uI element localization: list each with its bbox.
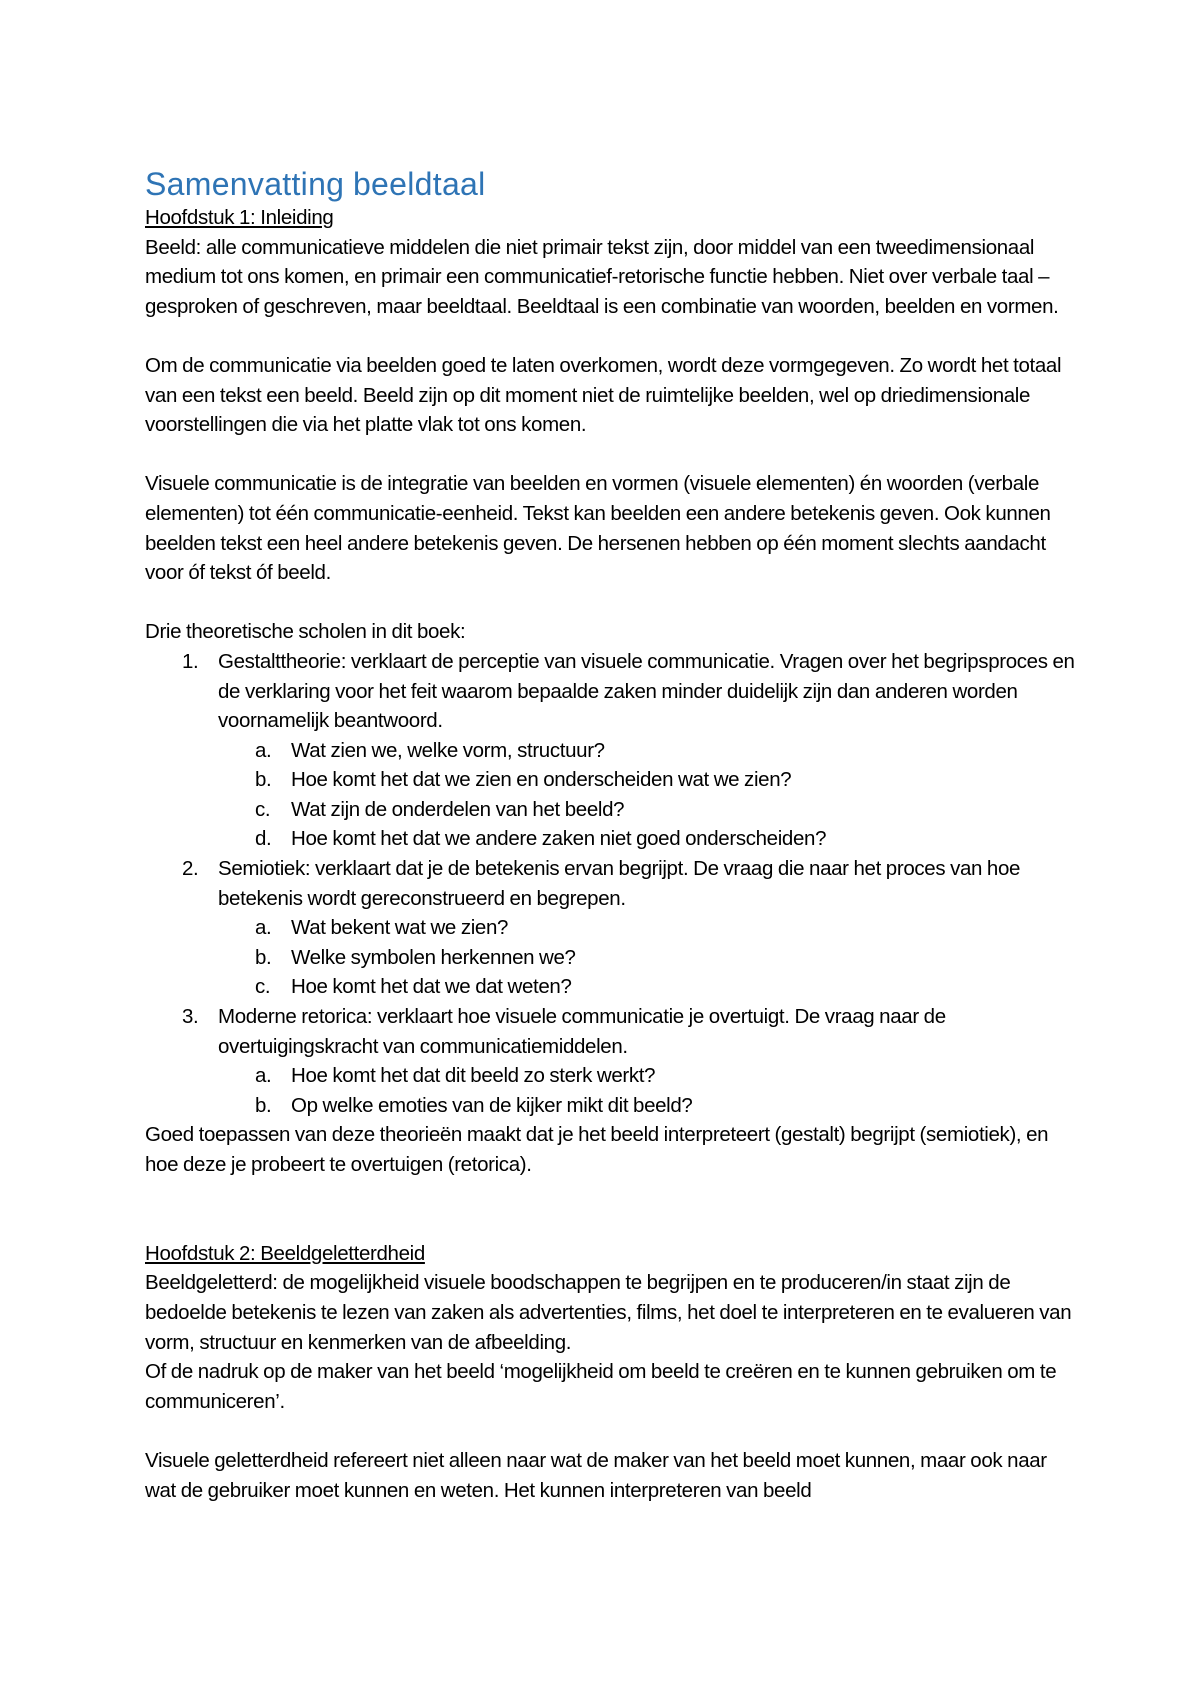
schools-list <box>145 647 1075 1121</box>
chapter1-paragraph-2: Om de communicatie via beelden goed te laten overkomen, wordt deze vormgegeven. Zo wordt het totaal van een tekst een beeld. Beeld zijn op dit moment niet de ruimtelijke beelden, wel op driedimensionale voorstellingen die via het platte vlak tot ons komen. <box>145 353 1062 437</box>
list-item-text: Semiotiek: verklaart dat je de betekenis ervan begrijpt. De vraag die naar het proces van hoe betekenis wordt gereconstrueerd en begrepen. <box>218 857 1021 910</box>
sub-list-letter: d. <box>255 827 272 851</box>
list-item <box>145 854 1075 913</box>
list-item <box>145 1002 1075 1061</box>
sub-list-item-text: Wat zien we, welke vorm, structuur? <box>291 738 605 762</box>
sub-list-letter: c. <box>255 975 271 999</box>
sub-list-item-text: Hoe komt het dat we dat weten? <box>291 975 572 999</box>
sub-list-item <box>218 943 1075 973</box>
sub-list-letter: a. <box>255 1064 272 1088</box>
sub-list-item <box>218 972 1075 1002</box>
sub-list-item <box>218 765 1075 795</box>
chapter2-paragraph-1: Beeldgeletterd: de mogelijkheid visuele boodschappen te begrijpen en te produceren/in staat zijn de bedoelde betekenis te lezen van zaken als advertenties, films, het doel te interpreteren en te evalueren van vorm, structuur en kenmerken van de afbeelding. <box>145 1271 1072 1354</box>
sub-list-letter: b. <box>255 1093 272 1117</box>
sub-list-letter: a. <box>255 738 272 762</box>
chapter1-conclusion: Goed toepassen van deze theorieën maakt dat je het beeld interpreteert (gestalt) begrijpt (semiotiek), en hoe deze je probeert te overtuigen (retorica). <box>145 1123 1049 1176</box>
sub-list-item <box>218 1061 1075 1091</box>
sub-list-item-text: Hoe komt het dat dit beeld zo sterk werkt? <box>291 1064 656 1088</box>
schools-list-intro: Drie theoretische scholen in dit boek: <box>145 620 466 644</box>
sub-list-item-text: Wat zijn de onderdelen van het beeld? <box>291 797 625 821</box>
sub-list-container <box>145 736 1075 854</box>
sub-list-item-text: Welke symbolen herkennen we? <box>291 945 576 969</box>
list-item-text: Gestalttheorie: verklaart de perceptie van visuele communicatie. Vragen over het begripsproces en de verklaring voor het feit waarom bepaalde zaken minder duidelijk zijn dan anderen worden voornamelijk beantwoord. <box>218 649 1075 733</box>
sub-list-item <box>218 736 1075 766</box>
document-title: Samenvatting beeldtaal <box>145 166 486 202</box>
list-number: 2. <box>182 857 199 881</box>
sub-list-item <box>218 795 1075 825</box>
sub-list-container <box>145 1061 1075 1120</box>
sub-list <box>145 736 1075 854</box>
chapter2-paragraph-1b: Of de nadruk op de maker van het beeld ‘mogelijkheid om beeld te creëren en te kunnen gebruiken om te communiceren’. <box>145 1360 1057 1413</box>
chapter2-paragraph-2: Visuele geletterdheid refereert niet alleen naar wat de maker van het beeld moet kunnen, maar ook naar wat de gebruiker moet kunnen en weten. Het kunnen interpreteren van beeld <box>145 1448 1047 1502</box>
sub-list-item <box>218 824 1075 854</box>
chapter1-heading: Hoofdstuk 1: Inleiding <box>145 206 334 229</box>
sub-list-item <box>218 913 1075 943</box>
sub-list-letter: b. <box>255 768 272 792</box>
sub-list-item <box>218 1091 1075 1121</box>
sub-list <box>145 1061 1075 1120</box>
sub-list-item-text: Hoe komt het dat we andere zaken niet goed onderscheiden? <box>291 827 827 851</box>
list-number: 3. <box>182 1005 199 1029</box>
sub-list-container <box>145 913 1075 1002</box>
sub-list <box>145 913 1075 1002</box>
sub-list-item-text: Hoe komt het dat we zien en onderscheiden wat we zien? <box>291 768 792 792</box>
chapter2-heading: Hoofdstuk 2: Beeldgeletterdheid <box>145 1241 425 1265</box>
sub-list-letter: a. <box>255 916 272 940</box>
sub-list-letter: c. <box>255 797 271 821</box>
list-item <box>145 647 1075 736</box>
document-page <box>145 165 1075 1505</box>
chapter1-paragraph-1: Beeld: alle communicatieve middelen die niet primair tekst zijn, door middel van een tweedimensionaal medium tot ons komen, en primair een communicatief-retorische functie hebben. Niet over verbale taal – gesproken of geschreven, maar beeldtaal. Beeldtaal is een combinatie van woorden, beelden en vormen. <box>145 235 1059 318</box>
list-number: 1. <box>182 649 199 673</box>
sub-list-item-text: Op welke emoties van de kijker mikt dit beeld? <box>291 1093 693 1117</box>
sub-list-letter: b. <box>255 945 272 969</box>
chapter1-paragraph-3: Visuele communicatie is de integratie van beelden en vormen (visuele elementen) én woorden (verbale elementen) tot één communicatie-eenheid. Tekst kan beelden een andere betekenis geven. Ook kunnen beelden tekst een heel andere betekenis geven. De hersenen hebben op één moment slechts aandacht voor óf tekst óf beeld. <box>145 472 1051 585</box>
sub-list-item-text: Wat bekent wat we zien? <box>291 916 509 940</box>
list-item-text: Moderne retorica: verklaart hoe visuele communicatie je overtuigt. De vraag naar de overtuigingskracht van communicatiemiddelen. <box>218 1005 946 1058</box>
